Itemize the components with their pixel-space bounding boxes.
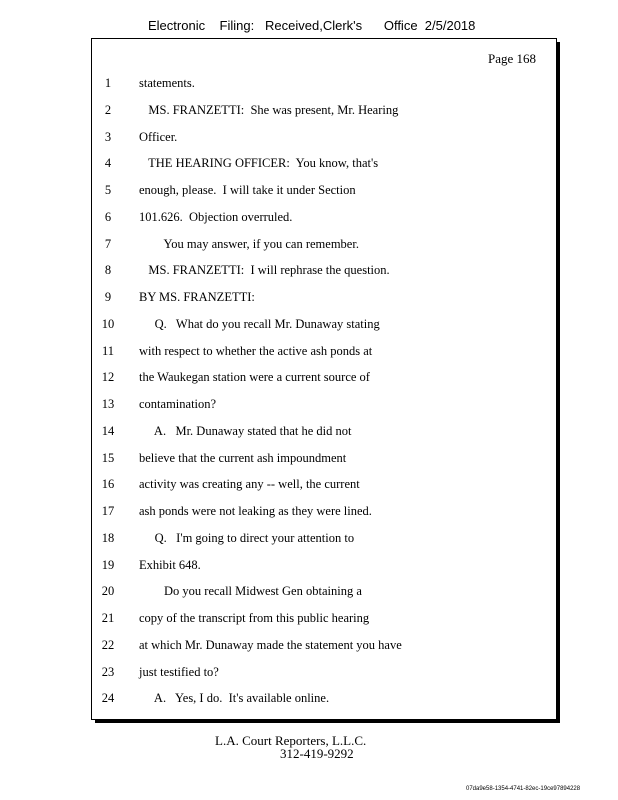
transcript-line (92, 635, 556, 655)
line-number: 9 (104, 290, 112, 304)
transcript-line (92, 662, 556, 682)
line-number: 21 (101, 611, 115, 625)
line-number: 16 (101, 477, 115, 492)
transcript-line (92, 555, 556, 575)
line-text: Q. What do you recall Mr. Dunaway stating (139, 316, 380, 331)
line-number: 17 (101, 504, 115, 518)
transcript-page (91, 38, 557, 720)
line-text: believe that the current ash impoundment (139, 450, 347, 465)
line-text: activity was creating any -- well, the current (139, 477, 360, 492)
line-number: 8 (104, 263, 112, 278)
line-text: You may answer, if you can remember. (139, 236, 359, 251)
transcript-line (92, 73, 556, 93)
transcript-line (92, 394, 556, 414)
transcript-line (92, 180, 556, 200)
transcript-line (92, 688, 556, 708)
transcript-line (92, 421, 556, 441)
line-number: 3 (104, 129, 112, 144)
line-number: 11 (101, 343, 115, 358)
transcript-line (92, 260, 556, 280)
transcript-line (92, 341, 556, 361)
line-text: just testified to? (139, 664, 219, 679)
transcript-line (92, 528, 556, 548)
transcript-line (92, 153, 556, 173)
line-text: A. Mr. Dunaway stated that he did not (139, 423, 352, 438)
document-id: 07da9e58-1354-4741-82ec-19ce97894228 (466, 786, 581, 792)
transcript-line (92, 100, 556, 120)
line-text: with respect to whether the active ash ponds at (139, 343, 373, 358)
line-number: 13 (101, 397, 115, 411)
transcript-line (92, 474, 556, 494)
transcript-line (92, 608, 556, 628)
line-number: 14 (101, 423, 115, 438)
line-number: 2 (104, 102, 112, 117)
line-text: Do you recall Midwest Gen obtaining a (139, 584, 362, 599)
line-text: contamination? (139, 397, 217, 411)
court-reporter-name: L.A. Court Reporters, L.L.C. (215, 733, 367, 748)
line-number: 22 (101, 637, 115, 652)
line-number: 5 (104, 183, 112, 197)
page-shadow-right (557, 42, 560, 722)
line-number: 6 (104, 209, 112, 224)
line-number: 12 (101, 370, 115, 385)
line-number: 7 (104, 236, 112, 251)
line-text: THE HEARING OFFICER: You know, that's (139, 156, 379, 171)
transcript-line (92, 367, 556, 387)
line-number: 4 (104, 156, 112, 171)
filing-stamp: Electronic Filing: Received,Clerk's Office 2/5/2018 (148, 18, 476, 33)
page-shadow-bottom (95, 720, 560, 723)
line-text: the Waukegan station were a current source of (139, 370, 370, 385)
line-number: 18 (101, 530, 115, 545)
line-number: 19 (101, 557, 115, 572)
transcript-line (92, 448, 556, 468)
line-text: A. Yes, I do. It's available online. (139, 691, 330, 706)
line-text: at which Mr. Dunaway made the statement you have (139, 637, 402, 652)
line-number: 1 (104, 76, 112, 90)
transcript-line (92, 581, 556, 601)
line-text: Q. I'm going to direct your attention to (139, 530, 355, 545)
line-text: statements. (139, 76, 195, 90)
line-number: 10 (101, 316, 115, 331)
court-reporter-phone: 312-419-9292 (280, 746, 354, 761)
line-text: enough, please. I will take it under Section (139, 183, 356, 197)
line-number: 23 (101, 664, 115, 679)
line-text: BY MS. FRANZETTI: (139, 290, 255, 304)
line-text: copy of the transcript from this public hearing (139, 611, 370, 625)
line-text: MS. FRANZETTI: I will rephrase the question. (139, 263, 390, 278)
page-number: Page 168 (487, 51, 536, 66)
transcript-line (92, 314, 556, 334)
transcript-line (92, 207, 556, 227)
line-text: Exhibit 648. (139, 557, 201, 572)
transcript-line (92, 287, 556, 307)
line-number: 20 (101, 584, 115, 599)
line-text: ash ponds were not leaking as they were lined. (139, 504, 372, 518)
transcript-line (92, 501, 556, 521)
line-text: 101.626. Objection overruled. (139, 209, 293, 224)
line-text: MS. FRANZETTI: She was present, Mr. Hearing (139, 102, 399, 117)
transcript-line (92, 127, 556, 147)
transcript-line (92, 234, 556, 254)
line-text: Officer. (139, 129, 178, 144)
line-number: 24 (101, 691, 115, 706)
line-number: 15 (101, 450, 115, 465)
